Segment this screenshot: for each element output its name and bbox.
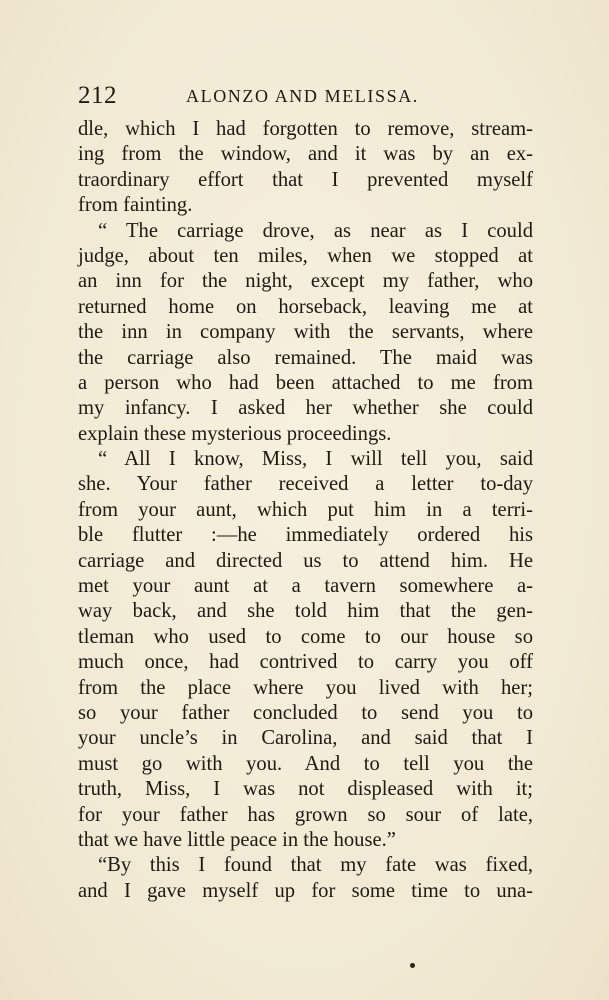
text-line: “ The carriage drove, as near as I could bbox=[98, 219, 533, 242]
text-line: much once, had contrived to carry you off bbox=[78, 651, 533, 674]
text-line: she. Your father received a letter to-day bbox=[78, 473, 533, 496]
text-line: my infancy. I asked her whether she could bbox=[78, 397, 533, 420]
body-text bbox=[78, 117, 533, 904]
text-line: and I gave myself up for some time to una- bbox=[78, 879, 533, 902]
text-line: met your aunt at a tavern somewhere a- bbox=[78, 575, 533, 598]
page-number: 212 bbox=[78, 82, 117, 109]
text-line: returned home on horseback, leaving me at bbox=[78, 295, 533, 318]
text-line: so your father concluded to send you to bbox=[78, 701, 533, 724]
text-line: must go with you. And to tell you the bbox=[78, 752, 533, 775]
text-line: traordinary effort that I prevented myself bbox=[78, 168, 533, 191]
text-line: from the place where you lived with her; bbox=[78, 676, 533, 699]
text-line: a person who had been attached to me from bbox=[78, 371, 533, 394]
text-line: judge, about ten miles, when we stopped at bbox=[78, 244, 533, 267]
text-line: tleman who used to come to our house so bbox=[78, 625, 533, 648]
text-line: for your father has grown so sour of late, bbox=[78, 803, 533, 826]
text-line: from your aunt, which put him in a terri- bbox=[78, 498, 533, 521]
text-line: “By this I found that my fate was fixed, bbox=[98, 854, 533, 877]
text-line: carriage and directed us to attend him. He bbox=[78, 549, 533, 572]
text-line: that we have little peace in the house.” bbox=[78, 828, 396, 851]
text-line: explain these mysterious proceedings. bbox=[78, 422, 392, 445]
text-line: truth, Miss, I was not displeased with it; bbox=[78, 778, 533, 801]
text-line: “ All I know, Miss, I will tell you, said bbox=[98, 448, 533, 471]
running-head: ALONZO AND MELISSA. bbox=[186, 86, 419, 106]
printer-mark bbox=[410, 963, 415, 968]
text-line: the carriage also remained. The maid was bbox=[78, 346, 533, 369]
text-line: an inn for the night, except my father, who bbox=[78, 270, 533, 293]
text-line: your uncle’s in Carolina, and said that I bbox=[78, 727, 533, 750]
text-line: from fainting. bbox=[78, 194, 193, 217]
text-line: ble flutter :—he immediately ordered his bbox=[78, 524, 533, 547]
text-line: the inn in company with the servants, where bbox=[78, 321, 533, 344]
text-line: ing from the window, and it was by an ex- bbox=[78, 143, 533, 166]
text-line: dle, which I had forgotten to remove, stream- bbox=[78, 118, 533, 140]
text-line: way back, and she told him that the gen- bbox=[78, 600, 533, 623]
page-header bbox=[78, 78, 533, 114]
